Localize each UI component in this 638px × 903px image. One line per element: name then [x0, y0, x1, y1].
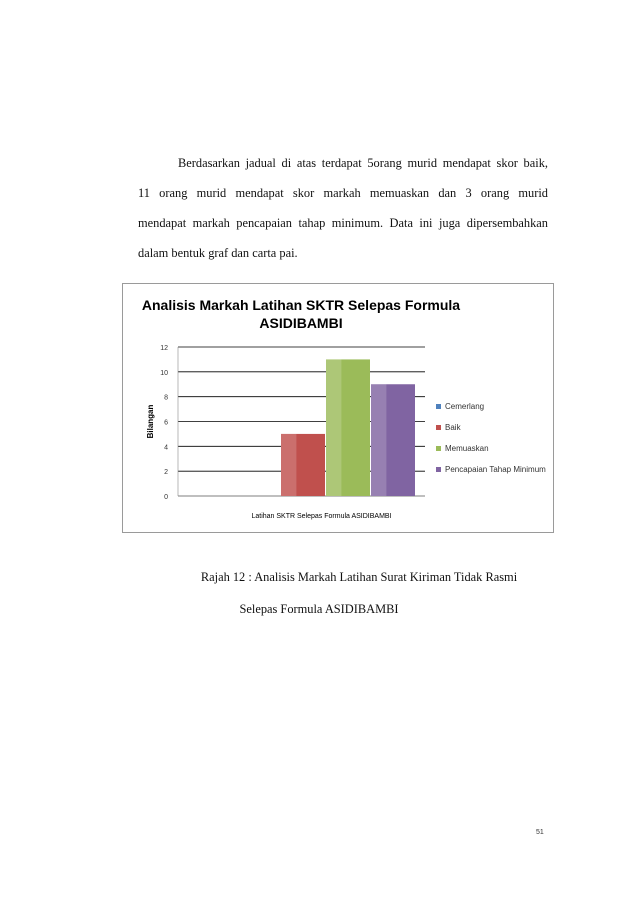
- y-tick-label: 0: [164, 494, 168, 501]
- paragraph-line: dalam bentuk graf dan carta pai.: [138, 246, 298, 260]
- y-tick-label: 4: [164, 444, 168, 452]
- figure-caption-continued: Selepas Formula ASIDIBAMBI: [239, 602, 399, 616]
- legend-swatch: [436, 467, 441, 472]
- y-tick-label: 6: [164, 419, 168, 427]
- bar-highlight: [281, 434, 296, 496]
- legend-swatch: [436, 446, 441, 451]
- y-tick-label: 2: [164, 469, 168, 477]
- chart-canvas: [123, 284, 555, 534]
- legend-label: Cemerlang: [445, 402, 485, 411]
- body-paragraph: [138, 148, 548, 268]
- chart-title-line: Analisis Markah Latihan SKTR Selepas Formula: [141, 297, 461, 313]
- y-tick-label: 8: [164, 394, 168, 402]
- bar-highlight: [326, 359, 341, 496]
- figure-caption: Rajah 12 : Analisis Markah Latihan Surat Kiriman Tidak Rasmi: [200, 570, 518, 584]
- bar-chart: [122, 283, 554, 533]
- legend-label: Pencapaian Tahap Minimum: [445, 465, 546, 474]
- y-tick-label: 12: [160, 345, 168, 352]
- paragraph-line: mendapat markah pencapaian tahap minimum. Data ini juga dipersembahkan: [138, 216, 548, 230]
- paragraph-line: Berdasarkan jadual di atas terdapat 5orang murid mendapat skor baik,: [178, 156, 548, 170]
- bar-highlight: [371, 384, 386, 496]
- y-tick-label: 10: [160, 369, 168, 377]
- legend-label: Baik: [445, 423, 461, 432]
- chart-title-line: ASIDIBAMBI: [259, 315, 343, 331]
- y-axis-label: Bilangan: [146, 404, 155, 439]
- legend-label: Memuaskan: [445, 444, 489, 453]
- page-number: 51: [536, 829, 544, 836]
- legend-swatch: [436, 425, 441, 430]
- legend-swatch: [436, 404, 441, 409]
- paragraph-line: 11 orang murid mendapat skor markah memuaskan dan 3 orang murid: [138, 186, 548, 200]
- x-axis-label: Latihan SKTR Selepas Formula ASIDIBAMBI: [251, 513, 392, 520]
